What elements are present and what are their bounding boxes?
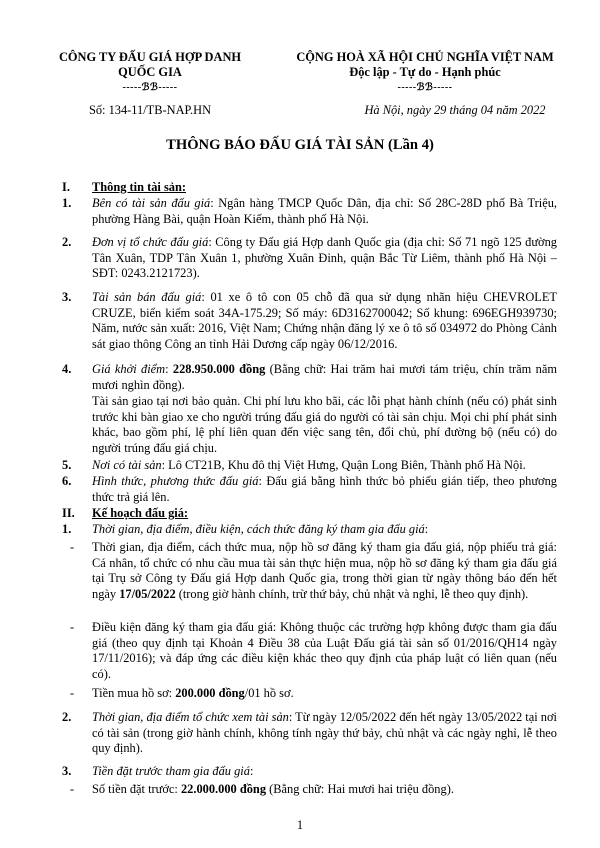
- item-1-4-body: (Bằng chữ: Hai trăm hai mươi tám triệu, chín trăm năm mươi nghìn đồng).: [92, 362, 557, 392]
- item-1-5-number: 5.: [62, 458, 72, 472]
- item-1-4-number: 4.: [62, 362, 72, 376]
- item-2-3-number: 3.: [62, 764, 72, 778]
- item-1-5-body: : Lô CT21B, Khu đô thị Việt Hưng, Quận Long Biên, Thành phố Hà Nội.: [161, 458, 526, 472]
- item-1-3-text: [92, 290, 557, 352]
- item-2-2-number: 2.: [62, 710, 72, 724]
- item-2-1-label: Thời gian, địa điểm, điều kiện, cách thức đăng ký tham gia đấu giá: [92, 522, 425, 536]
- bullet-1-dash: -: [70, 540, 75, 554]
- document-title: THÔNG BÁO ĐẤU GIÁ TÀI SẢN (Lần 4): [166, 137, 434, 153]
- bullet-4-text: [92, 782, 557, 798]
- item-2-2-body: : Từ ngày 12/05/2022 đến hết ngày 13/05/2022 tại nơi có tài sản (trong giờ hành chính, không tính ngày thứ bảy, chủ nhật và các ngày nghỉ, lễ theo quy định).: [92, 710, 557, 756]
- bullet-3-post: /01 hồ sơ.: [244, 686, 294, 700]
- item-1-2-number: 2.: [62, 235, 72, 249]
- bullet-3-text: [92, 686, 557, 702]
- item-2-1-number: 1.: [62, 522, 72, 536]
- item-1-5-label: Nơi có tài sản: [92, 458, 162, 472]
- bullet-2-text: Điều kiện đăng ký tham gia đấu giá: Không thuộc các trường hợp không được tham gia đấu giá (theo quy định tại Khoản 4 Điều 38 của Luật Đấu giá tài sản số 01/2016/QH14 ngày 17/11/2016); và đáp ứng các điều kiện khác theo quy định của pháp luật có liên quan (nếu có).: [92, 620, 557, 681]
- section-1-number: I.: [62, 180, 70, 194]
- item-1-3-body: : 01 xe ô tô con 05 chỗ đã qua sử dụng nhãn hiệu CHEVROLET CRUZE, biển kiểm soát 34A-175.29; Số máy: 6D3162700042; Số khung: 696EGH939730; Năm, nước sản xuất: 2016, Việt Nam; Chứng nhận đăng lý xe ô tô số 034972 do Phòng Cảnh sát giao thông Công an tỉnh Hải Dương cấp ngày 06/12/2016.: [92, 290, 557, 351]
- bullet-3-dash: -: [70, 686, 75, 700]
- item-1-1-number: 1.: [62, 196, 72, 210]
- bullet-4-pre: Số tiền đặt trước:: [92, 782, 181, 796]
- place-and-date: Hà Nội, ngày 29 tháng 04 năm 2022: [364, 103, 546, 117]
- item-1-4-label: Giá khởi điểm: [92, 362, 166, 376]
- page-number: 1: [296, 818, 304, 832]
- section-1-heading: Thông tin tài sản:: [92, 180, 186, 194]
- deposit-amount: 22.000.000 đồng: [180, 782, 267, 796]
- national-motto-line2: Độc lập - Tự do - Hạnh phúc: [349, 65, 501, 79]
- item-2-2-text: [92, 710, 557, 757]
- item-1-2-text: [92, 235, 557, 282]
- registration-deadline: 17/05/2022: [119, 586, 176, 601]
- item-1-6-body: : Đấu giá bằng hình thức bỏ phiếu gián tiếp, theo phương thức trả giá lên.: [92, 474, 558, 504]
- bullet-4-dash: -: [70, 782, 75, 796]
- item-1-5-text: [92, 458, 557, 474]
- document-number: Số: 134-11/TB-NAP.HN: [88, 103, 212, 117]
- bullet-1-text: [92, 540, 557, 602]
- item-1-4-pre: :: [165, 362, 173, 376]
- item-1-3-label: Tài sản bán đấu giá: [92, 290, 202, 304]
- item-1-1-body: : Ngân hàng TMCP Quốc Dân, địa chỉ: Số 28C-28D phố Bà Triệu, phường Hàng Bài, quận Hoàn Kiếm, thành phố Hà Nội.: [92, 196, 557, 226]
- starting-price: 228.950.000 đồng: [172, 362, 266, 376]
- item-2-3-body: :: [249, 764, 254, 778]
- item-2-1-body: :: [424, 522, 429, 536]
- item-1-6-text: [92, 474, 557, 505]
- item-1-6-number: 6.: [62, 474, 72, 488]
- item-2-2-label: Thời gian, địa điểm tổ chức xem tài sản: [92, 710, 289, 724]
- item-2-3-label: Tiền đặt trước tham gia đấu giá: [92, 764, 250, 778]
- section-2-number: II.: [62, 506, 75, 520]
- bullet-4-post: (Bằng chữ: Hai mươi hai triệu đồng).: [266, 782, 454, 796]
- national-ornament: -----ℬℬ-----: [397, 82, 453, 93]
- document-fee: 200.000 đồng: [175, 686, 245, 700]
- item-2-1-text: [92, 522, 557, 538]
- national-motto-line1: CỘNG HOÀ XÃ HỘI CHỦ NGHĨA VIỆT NAM: [296, 50, 554, 64]
- bullet-1-post: (trong giờ hành chính, trừ thứ bảy, chủ nhật và nghỉ, lễ theo quy định).: [175, 586, 529, 601]
- item-1-1-text: [92, 196, 557, 227]
- item-1-3-number: 3.: [62, 290, 72, 304]
- item-1-4-extra: Tài sản giao tại nơi bảo quản. Chi phí lưu kho bãi, các lỗi phạt hành chính (nếu có) phát sinh trước khi bàn giao xe cho người trúng đấu giá do người có tài sản chịu. Mọi chi phí phát sinh khác, bao gồm phí, lệ phí liên quan đến việc sang tên, đổi chủ, phí đường bộ (nếu có) do người trúng đấu giá chịu.: [92, 394, 557, 455]
- section-2-heading: Kế hoạch đấu giá:: [92, 506, 189, 520]
- company-name-line1: CÔNG TY ĐẤU GIÁ HỢP DANH: [58, 50, 242, 64]
- bullet-1-pre: Thời gian, địa điểm, cách thức mua, nộp hồ sơ đăng ký tham gia đấu giá, nộp phiếu trả giá: Cá nhân, tổ chức có nhu cầu mua tài sản thực hiện mua, nộp hồ sơ đăng ký tham gia đấu giá tại Trụ sở Công ty Đấu giá Hợp danh Quốc gia, trong thời gian từ ngày thông báo đến hết ngày: [92, 540, 557, 601]
- bullet-3-pre: Tiền mua hồ sơ:: [92, 686, 176, 700]
- company-name-line2: QUỐC GIA: [118, 65, 182, 79]
- bullet-2-dash: -: [70, 620, 75, 634]
- item-2-3-text: [92, 764, 557, 780]
- item-1-2-body: : Công ty Đấu giá Hợp danh Quốc gia (địa chỉ: Số 71 ngõ 125 đường Tân Xuân, TDP Tân Xuân 1, phường Xuân Đỉnh, quận Bắc Từ Liêm, thành phố Hà Nội – SĐT: 0243.2121723).: [92, 235, 557, 281]
- company-ornament: -----ℬℬ-----: [122, 82, 178, 93]
- item-1-4-text: [92, 362, 557, 393]
- item-1-1-label: Bên có tài sản đấu giá: [92, 196, 211, 210]
- item-1-6-label: Hình thức, phương thức đấu giá: [92, 474, 259, 488]
- item-1-2-label: Đơn vị tổ chức đấu giá: [92, 235, 209, 249]
